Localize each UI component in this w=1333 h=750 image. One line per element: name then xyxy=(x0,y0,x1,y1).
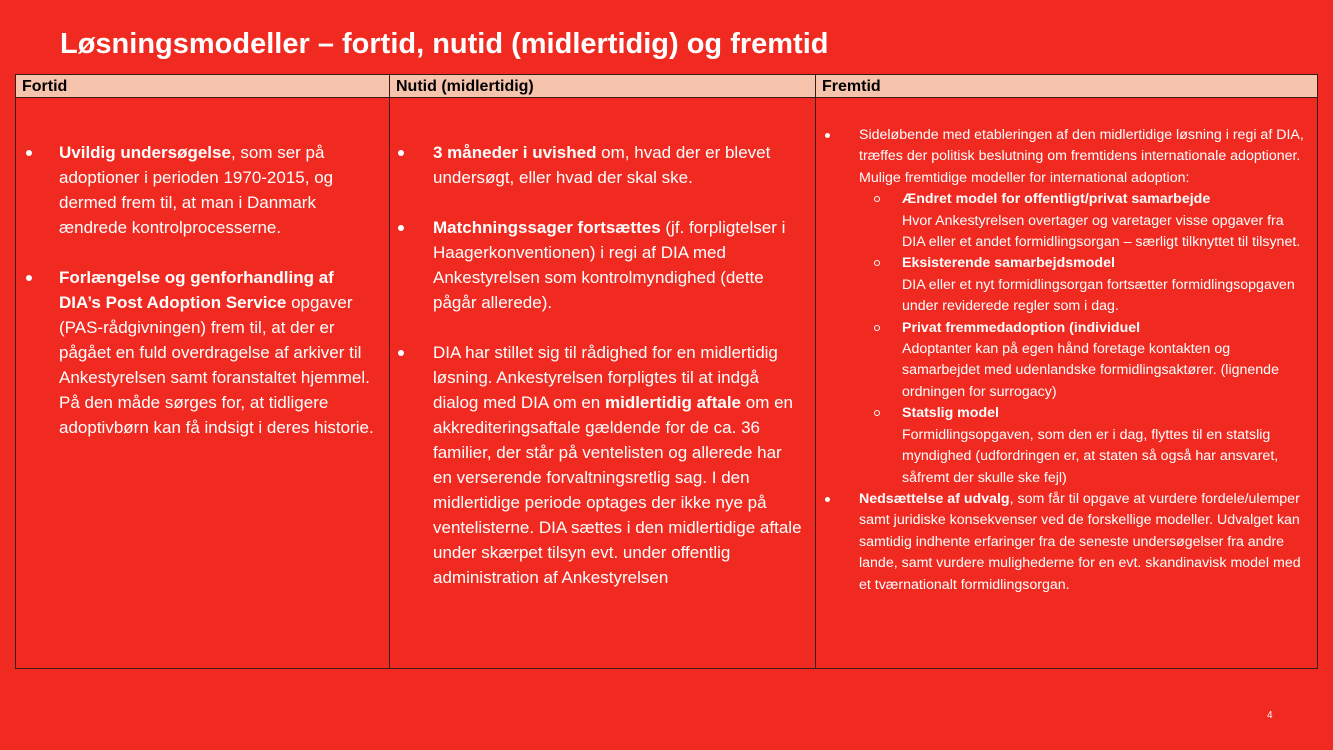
page-title: Løsningsmodeller – fortid, nutid (midlertidig) og fremtid xyxy=(60,28,829,60)
list-item: Uvildig undersøgelse, som ser på adoptioner i perioden 1970-2015, og dermed frem til, at man i Danmark ændrede kontrolprocesserne. xyxy=(59,140,377,240)
circle-bullet-icon xyxy=(874,325,880,331)
column-header-fremtid: Fremtid xyxy=(816,75,1317,98)
model-item: Eksisterende samarbejdsmodel DIA eller et nyt formidlingsorgan fortsætter formidlingsopgaven under reviderede regler som i dag. xyxy=(859,253,1305,317)
column-fremtid xyxy=(815,75,1317,668)
bullet-icon xyxy=(398,225,404,231)
column-header-nutid: Nutid (midlertidig) xyxy=(390,75,815,98)
model-item: Statslig model Formidlingsopgaven, som den er i dag, flyttes til en statslig myndighed (udfordringen er, at staten så også har ansvaret, såfremt der skulle ske fejl) xyxy=(859,403,1305,489)
list-item: Forlængelse og genforhandling af DIA’s Post Adoption Service opgaver (PAS-rådgivningen) frem til, at der er pågået en fuld overdragelse af arkiver til Ankestyrelsen samt foranstaltet hjemmel. På den måde sørges for, at tidligere adoptivbørn kan få indsigt i deres historie. xyxy=(59,265,377,440)
circle-bullet-icon xyxy=(874,410,880,416)
circle-bullet-icon xyxy=(874,196,880,202)
list-item: 3 måneder i uvished om, hvad der er blevet undersøgt, eller hvad der skal ske. xyxy=(433,140,805,190)
model-item: Ændret model for offentligt/privat samarbejde Hvor Ankestyrelsen overtager og varetager visse opgaver fra DIA eller et andet formidlingsorgan – særligt tilknyttet til tilsynet. xyxy=(859,189,1305,253)
list-item: DIA har stillet sig til rådighed for en midlertidig løsning. Ankestyrelsen forpligtes til at indgå dialog med DIA om en midlertidig aftale om en akkrediteringsaftale gældende for de ca. 36 familier, der står på ventelisten og allerede har en verserende forvaltningsretlig sag. I den midlertidige periode optages der ikke nye på ventelisterne. DIA sættes i den midlertidige aftale under skærpet tilsyn evt. under offentlig administration af Ankestyrelsen xyxy=(433,340,805,590)
bullet-icon xyxy=(398,150,404,156)
list-item: Matchningssager fortsættes (jf. forpligtelser i Haagerkonventionen) i regi af DIA med Ankestyrelsen som kontrolmyndighed (dette pågår allerede). xyxy=(433,215,805,315)
bullet-icon xyxy=(825,497,830,502)
bullet-icon xyxy=(26,275,32,281)
circle-bullet-icon xyxy=(874,260,880,266)
column-nutid xyxy=(389,75,815,668)
bullet-icon xyxy=(398,350,404,356)
list-item: Nedsættelse af udvalg, som får til opgave at vurdere fordele/ulemper samt juridiske konsekvenser ved de forskellige modeller. Udvalget kan samtidig indhente erfaringer fra de seneste undersøgelser fra andre lande, samt vurdere mulighederne for en evt. skandinavisk model med et tværnationalt formidlingsorgan. xyxy=(859,489,1305,596)
list-item: Sideløbende med etableringen af den midlertidige løsning i regi af DIA, træffes der politisk beslutning om fremtidens internationale adoptioner. Mulige fremtidige modeller for international adoption: Ændret model for offentligt/privat samarbejde Hvor Ankestyrelsen overtager og varetager visse opgaver fra DIA eller et andet formidlingsorgan – særligt tilknyttet til tilsynet. Eksisterende samarbejdsmodel DIA eller et nyt formidlingsorgan fortsætter formidlingsopgaven under reviderede regler som i dag. Privat fremmedadoption (individuel Adoptanter kan på egen hånd foretage kontakten og samarbejdet med udenlandske formidlingsaktører. (lignende ordningen for surrogacy) Statslig model Formidlingsopgaven, som den er i dag, flyttes til en statslig myndighed (udfordringen er, at staten så også har ansvaret, såfremt der skulle ske fejl) xyxy=(859,125,1305,489)
column-fortid xyxy=(16,75,389,668)
solutions-table xyxy=(15,74,1318,669)
bullet-icon xyxy=(825,133,830,138)
model-item: Privat fremmedadoption (individuel Adoptanter kan på egen hånd foretage kontakten og samarbejdet med udenlandske formidlingsaktører. (lignende ordningen for surrogacy) xyxy=(859,318,1305,404)
bullet-icon xyxy=(26,150,32,156)
page-number: 4 xyxy=(1267,710,1273,721)
column-header-fortid: Fortid xyxy=(16,75,389,98)
